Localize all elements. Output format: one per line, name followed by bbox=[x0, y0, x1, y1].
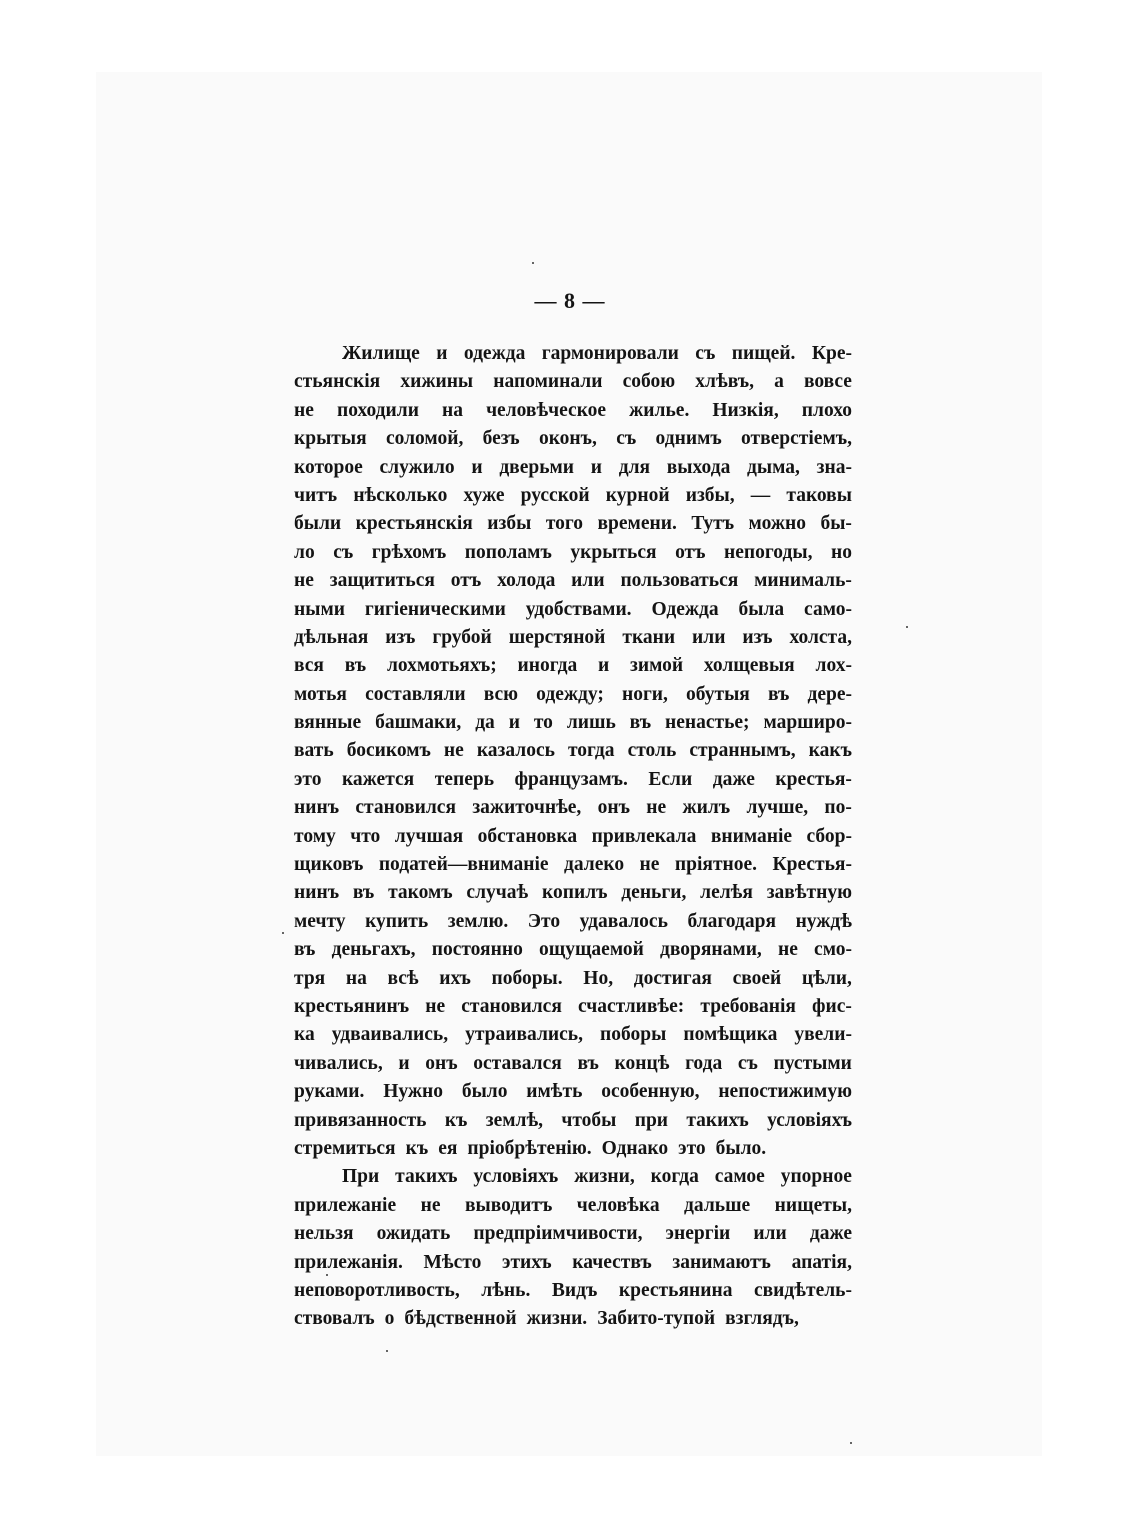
word: крестья- bbox=[775, 768, 852, 790]
word: была bbox=[738, 598, 785, 620]
word: по- bbox=[824, 797, 852, 819]
word: увели- bbox=[794, 1024, 852, 1046]
word: соломой, bbox=[385, 428, 464, 450]
word: въ bbox=[352, 882, 375, 904]
word: въ bbox=[294, 939, 316, 961]
word: деньги, bbox=[621, 882, 687, 904]
word: человѣка bbox=[576, 1194, 660, 1216]
word: холода bbox=[497, 570, 556, 592]
text-line bbox=[294, 1220, 852, 1248]
word: ствовалъ bbox=[294, 1308, 375, 1330]
word: не bbox=[777, 939, 798, 961]
word: въ bbox=[767, 683, 790, 705]
word: безъ bbox=[482, 428, 520, 450]
word: пищей. bbox=[731, 343, 796, 364]
text-line bbox=[294, 993, 852, 1021]
word: гармонировали bbox=[541, 343, 679, 364]
word: одежда bbox=[463, 343, 526, 364]
word: однимъ bbox=[655, 428, 722, 450]
word: землѣ, bbox=[485, 1109, 544, 1131]
paragraph bbox=[294, 340, 852, 1163]
word: удавалось bbox=[579, 910, 668, 932]
word: нищеты, bbox=[774, 1194, 852, 1216]
word: минималь- bbox=[754, 570, 852, 592]
text-line bbox=[294, 1192, 852, 1220]
word: хлѣвъ, bbox=[695, 371, 754, 393]
word: зна- bbox=[816, 456, 852, 478]
word: ея bbox=[438, 1137, 458, 1159]
word: дере- bbox=[807, 683, 852, 705]
word: руками. bbox=[294, 1081, 365, 1103]
word: въ bbox=[629, 712, 652, 734]
scan-speck bbox=[282, 932, 284, 934]
word: ожидать bbox=[376, 1223, 451, 1245]
word: и bbox=[471, 456, 483, 478]
word: о bbox=[384, 1308, 395, 1330]
scan-speck bbox=[532, 262, 534, 264]
word: или bbox=[753, 1223, 787, 1245]
word: этихъ bbox=[502, 1251, 552, 1273]
word: дыма, bbox=[747, 456, 800, 478]
word: избы, bbox=[685, 484, 735, 506]
word: становился bbox=[461, 995, 562, 1017]
text-line bbox=[294, 1107, 852, 1135]
word: лучшая bbox=[394, 825, 464, 847]
word: зимой bbox=[630, 655, 684, 677]
word: холста, bbox=[789, 626, 852, 648]
word: отверстіемъ, bbox=[741, 428, 852, 450]
text-line bbox=[294, 1249, 852, 1277]
word: смо- bbox=[814, 939, 852, 961]
text-line bbox=[294, 879, 852, 907]
word: пріобрѣтенію. bbox=[467, 1137, 592, 1159]
word: утраивались, bbox=[465, 1024, 583, 1046]
text-line bbox=[294, 624, 852, 652]
word: защититься bbox=[329, 570, 435, 592]
word: пустыми bbox=[773, 1052, 852, 1074]
text-line bbox=[294, 908, 852, 936]
word: ными bbox=[294, 598, 345, 620]
word: Жилище bbox=[342, 343, 420, 364]
word: которое bbox=[294, 456, 363, 478]
word: лѣнь. bbox=[481, 1279, 531, 1301]
word: Однако bbox=[601, 1137, 669, 1159]
word: Нужно bbox=[383, 1081, 444, 1103]
word: столь bbox=[627, 740, 677, 762]
text-line bbox=[294, 539, 852, 567]
word: нинъ bbox=[294, 797, 340, 819]
word: счастливѣе: bbox=[577, 995, 685, 1017]
word: фис- bbox=[812, 995, 852, 1017]
text-line bbox=[294, 851, 852, 879]
word: служило bbox=[379, 456, 455, 478]
word: условіяхъ bbox=[473, 1166, 559, 1188]
text-line bbox=[294, 794, 852, 822]
word: изъ bbox=[385, 626, 416, 648]
word: требованія bbox=[700, 995, 796, 1017]
word: самое bbox=[714, 1166, 765, 1188]
word: шерстяной bbox=[508, 626, 606, 648]
word: для bbox=[618, 456, 651, 478]
word: французамъ. bbox=[514, 768, 628, 790]
word: нѣсколько bbox=[353, 484, 448, 506]
word: дверьми bbox=[499, 456, 575, 478]
word: само- bbox=[804, 598, 852, 620]
word: такихъ bbox=[686, 1109, 749, 1131]
word: такихъ bbox=[395, 1166, 458, 1188]
word: напоминали bbox=[493, 371, 603, 393]
word: копилъ bbox=[542, 882, 608, 904]
body-text bbox=[294, 340, 852, 1334]
word: человѣческое bbox=[486, 399, 607, 421]
word: теперь bbox=[434, 768, 494, 790]
word: какъ bbox=[808, 740, 852, 762]
word: постоянно bbox=[431, 939, 523, 961]
text-line bbox=[294, 766, 852, 794]
word: свидѣтель- bbox=[754, 1279, 852, 1301]
word: избы bbox=[487, 513, 532, 535]
word: своей bbox=[732, 967, 782, 989]
word: отъ bbox=[450, 570, 482, 592]
word: онъ bbox=[425, 1052, 458, 1074]
word: пополамъ bbox=[464, 541, 552, 563]
word: не bbox=[646, 797, 667, 819]
word: имѣть bbox=[526, 1081, 583, 1103]
text-line bbox=[294, 1135, 852, 1163]
word: Забито-тупой bbox=[597, 1308, 716, 1330]
word: качествъ bbox=[572, 1251, 652, 1273]
word: не bbox=[425, 995, 446, 1017]
word: крестьянскія bbox=[355, 513, 473, 535]
word: ло bbox=[294, 541, 315, 563]
word: грѣхомъ bbox=[371, 541, 447, 563]
word: укрыться bbox=[570, 541, 657, 563]
text-line bbox=[294, 1021, 852, 1049]
word: но bbox=[830, 541, 852, 563]
word: стремиться bbox=[294, 1137, 396, 1159]
word: и bbox=[508, 712, 520, 734]
word: въ bbox=[344, 655, 367, 677]
word: не bbox=[420, 1194, 441, 1216]
word: лох- bbox=[815, 655, 852, 677]
word: одежду; bbox=[536, 683, 604, 705]
text-line bbox=[294, 510, 852, 538]
word: бы- bbox=[820, 513, 852, 535]
word: энергіи bbox=[665, 1223, 731, 1245]
word: щиковъ bbox=[294, 854, 364, 876]
word: хуже bbox=[463, 484, 505, 506]
text-line bbox=[294, 965, 852, 993]
word: нуждѣ bbox=[795, 910, 852, 932]
word: составляли bbox=[365, 683, 466, 705]
word: Низкія, bbox=[712, 399, 779, 421]
word: прилежаніе bbox=[294, 1194, 397, 1216]
word: — bbox=[750, 484, 771, 506]
word: непостижимую bbox=[718, 1081, 852, 1103]
word: грубой bbox=[432, 626, 492, 648]
word: удобствами. bbox=[525, 598, 632, 620]
word: не bbox=[294, 570, 314, 592]
word: жизни. bbox=[526, 1308, 588, 1330]
word: лохмотьяхъ; bbox=[386, 655, 497, 677]
word: съ bbox=[737, 1052, 758, 1074]
word: вянные bbox=[294, 712, 362, 734]
word: всѣ bbox=[387, 967, 419, 989]
scan-speck bbox=[850, 1442, 852, 1444]
word: крытыя bbox=[294, 428, 367, 450]
word: завѣтную bbox=[766, 882, 852, 904]
word: Видъ bbox=[551, 1279, 598, 1301]
word: благодаря bbox=[687, 910, 776, 932]
word: что bbox=[350, 825, 381, 847]
word: казалось bbox=[476, 740, 555, 762]
word: марширо- bbox=[763, 712, 852, 734]
word: въ bbox=[577, 1052, 599, 1074]
word: особенную, bbox=[601, 1081, 700, 1103]
word: апатія, bbox=[791, 1251, 852, 1273]
word: поборы bbox=[600, 1024, 667, 1046]
scan-speck bbox=[386, 1350, 388, 1352]
word: концѣ bbox=[614, 1052, 670, 1074]
word: Это bbox=[527, 910, 561, 932]
word: купить bbox=[365, 910, 429, 932]
text-line bbox=[294, 1078, 852, 1106]
word: да bbox=[475, 712, 495, 734]
word: и bbox=[398, 1052, 410, 1074]
word: зажиточнѣе, bbox=[472, 797, 582, 819]
word: времени. bbox=[597, 513, 677, 535]
word: съ bbox=[695, 343, 716, 364]
word: дальше bbox=[684, 1194, 751, 1216]
word: прилежанія. bbox=[294, 1251, 403, 1273]
word: лишь bbox=[566, 712, 616, 734]
text-line bbox=[294, 652, 852, 680]
word: даже bbox=[712, 768, 755, 790]
word: всю bbox=[483, 683, 519, 705]
word: Если bbox=[648, 768, 693, 790]
word: курной bbox=[605, 484, 670, 506]
word: оставался bbox=[473, 1052, 562, 1074]
word: или bbox=[692, 626, 726, 648]
word: оконъ, bbox=[538, 428, 597, 450]
word: отъ bbox=[675, 541, 706, 563]
text-line bbox=[294, 1277, 852, 1305]
word: упорное bbox=[780, 1166, 852, 1188]
word: выхода bbox=[666, 456, 731, 478]
text-line bbox=[294, 368, 852, 396]
word: не bbox=[639, 854, 660, 876]
word: чтобы bbox=[561, 1109, 617, 1131]
word: можно bbox=[748, 513, 806, 535]
word: это bbox=[294, 768, 322, 790]
word: деньгахъ, bbox=[331, 939, 416, 961]
word: кажется bbox=[341, 768, 415, 790]
word: къ bbox=[444, 1109, 468, 1131]
text-line bbox=[294, 1050, 852, 1078]
word: мотья bbox=[294, 683, 347, 705]
word: вовсе bbox=[803, 371, 852, 393]
word: изъ bbox=[742, 626, 773, 648]
scan-speck bbox=[906, 626, 908, 628]
word: цѣли, bbox=[801, 967, 852, 989]
word: Но, bbox=[583, 967, 614, 989]
word: вниманіе bbox=[710, 825, 793, 847]
word: на bbox=[442, 399, 463, 421]
word: Одежда bbox=[651, 598, 719, 620]
word: даже bbox=[809, 1223, 852, 1245]
word: тря bbox=[294, 967, 326, 989]
word: страннымъ, bbox=[689, 740, 796, 762]
word: При bbox=[342, 1166, 380, 1188]
word: занимаютъ bbox=[672, 1251, 771, 1273]
word: съ bbox=[616, 428, 637, 450]
word: достигая bbox=[633, 967, 712, 989]
word: обстановка bbox=[477, 825, 578, 847]
word: крестьянинъ bbox=[294, 995, 410, 1017]
word: жизни, bbox=[574, 1166, 635, 1188]
word: того bbox=[545, 513, 584, 535]
word: такомъ bbox=[388, 882, 453, 904]
word: становился bbox=[355, 797, 457, 819]
word: года bbox=[685, 1052, 723, 1074]
word: жилье. bbox=[629, 399, 690, 421]
word: читъ bbox=[294, 484, 338, 506]
text-line bbox=[294, 596, 852, 624]
word: Мѣсто bbox=[423, 1251, 482, 1273]
word: и bbox=[436, 343, 448, 364]
word: Крестья- bbox=[772, 854, 852, 876]
word: тогда bbox=[567, 740, 615, 762]
word: ноги, bbox=[621, 683, 668, 705]
word: и bbox=[597, 655, 610, 677]
word: удваивались, bbox=[331, 1024, 449, 1046]
word: плохо bbox=[801, 399, 852, 421]
text-line bbox=[294, 709, 852, 737]
text-line bbox=[294, 936, 852, 964]
word: хижины bbox=[400, 371, 474, 393]
text-line bbox=[294, 425, 852, 453]
word: было bbox=[461, 1081, 508, 1103]
word: походили bbox=[336, 399, 419, 421]
word: и bbox=[590, 456, 602, 478]
text-line bbox=[294, 397, 852, 425]
word: пользоваться bbox=[620, 570, 739, 592]
word: холщевыя bbox=[703, 655, 795, 677]
word: не bbox=[443, 740, 464, 762]
text-line bbox=[294, 567, 852, 595]
word: или bbox=[571, 570, 605, 592]
word: вся bbox=[294, 655, 324, 677]
word: мечту bbox=[294, 910, 346, 932]
word: на bbox=[345, 967, 367, 989]
word: непогоды, bbox=[724, 541, 813, 563]
word: ненастье; bbox=[664, 712, 750, 734]
word: башмаки, bbox=[375, 712, 462, 734]
text-line bbox=[294, 737, 852, 765]
word: условіяхъ bbox=[767, 1109, 852, 1131]
word: случаѣ bbox=[466, 882, 529, 904]
word: пріятное. bbox=[674, 854, 758, 876]
word: чивались, bbox=[294, 1052, 383, 1074]
word: гигіеническими bbox=[364, 598, 506, 620]
word: собою bbox=[622, 371, 676, 393]
word: Тутъ bbox=[691, 513, 735, 535]
word: русской bbox=[520, 484, 590, 506]
word: стьянскія bbox=[294, 371, 381, 393]
word: таковы bbox=[786, 484, 852, 506]
word: онъ bbox=[597, 797, 630, 819]
word: выводитъ bbox=[464, 1194, 553, 1216]
word: были bbox=[294, 513, 342, 535]
word: привлекала bbox=[591, 825, 697, 847]
word: это bbox=[678, 1137, 706, 1159]
word: ихъ bbox=[439, 967, 471, 989]
word: нинъ bbox=[294, 882, 340, 904]
text-line bbox=[294, 340, 852, 368]
word: ка bbox=[294, 1024, 315, 1046]
scan-speck bbox=[326, 1274, 328, 1276]
page-number: — 8 — bbox=[534, 288, 606, 313]
word: землю. bbox=[447, 910, 509, 932]
text-line bbox=[294, 1305, 852, 1333]
word: ощущаемой bbox=[539, 939, 644, 961]
text-line bbox=[294, 1163, 852, 1191]
word: податей—вниманіе bbox=[378, 854, 549, 876]
word: съ bbox=[333, 541, 354, 563]
word: дворянами, bbox=[660, 939, 762, 961]
word: иногда bbox=[517, 655, 578, 677]
text-line bbox=[294, 454, 852, 482]
text-line bbox=[294, 681, 852, 709]
word: нельзя bbox=[294, 1223, 354, 1245]
word: обутыя bbox=[686, 683, 750, 705]
word: крестьянина bbox=[618, 1279, 733, 1301]
word: далеко bbox=[563, 854, 625, 876]
word: а bbox=[774, 371, 784, 393]
word: то bbox=[533, 712, 553, 734]
word: бѣдственной bbox=[404, 1308, 517, 1330]
text-line bbox=[294, 823, 852, 851]
word: было. bbox=[715, 1137, 767, 1159]
word: привязанность bbox=[294, 1109, 427, 1131]
word: Кре- bbox=[811, 343, 852, 364]
text-line bbox=[294, 482, 852, 510]
word: помѣщика bbox=[683, 1024, 778, 1046]
word: тому bbox=[294, 825, 336, 847]
word: босикомъ bbox=[346, 740, 431, 762]
word: при bbox=[634, 1109, 669, 1131]
word: вать bbox=[294, 740, 334, 762]
word: лелѣя bbox=[700, 882, 753, 904]
word: взглядъ, bbox=[725, 1308, 799, 1330]
word: неповоротливость, bbox=[294, 1279, 460, 1301]
paragraph bbox=[294, 1163, 852, 1333]
word: не bbox=[294, 399, 314, 421]
word: поборы. bbox=[491, 967, 563, 989]
word: къ bbox=[405, 1137, 429, 1159]
word: ткани bbox=[622, 626, 676, 648]
word: дѣльная bbox=[294, 626, 369, 648]
word: жилъ bbox=[682, 797, 731, 819]
word: сбор- bbox=[806, 825, 852, 847]
word: когда bbox=[650, 1166, 699, 1188]
word: предпріимчивости, bbox=[473, 1223, 643, 1245]
word: лучше, bbox=[746, 797, 809, 819]
